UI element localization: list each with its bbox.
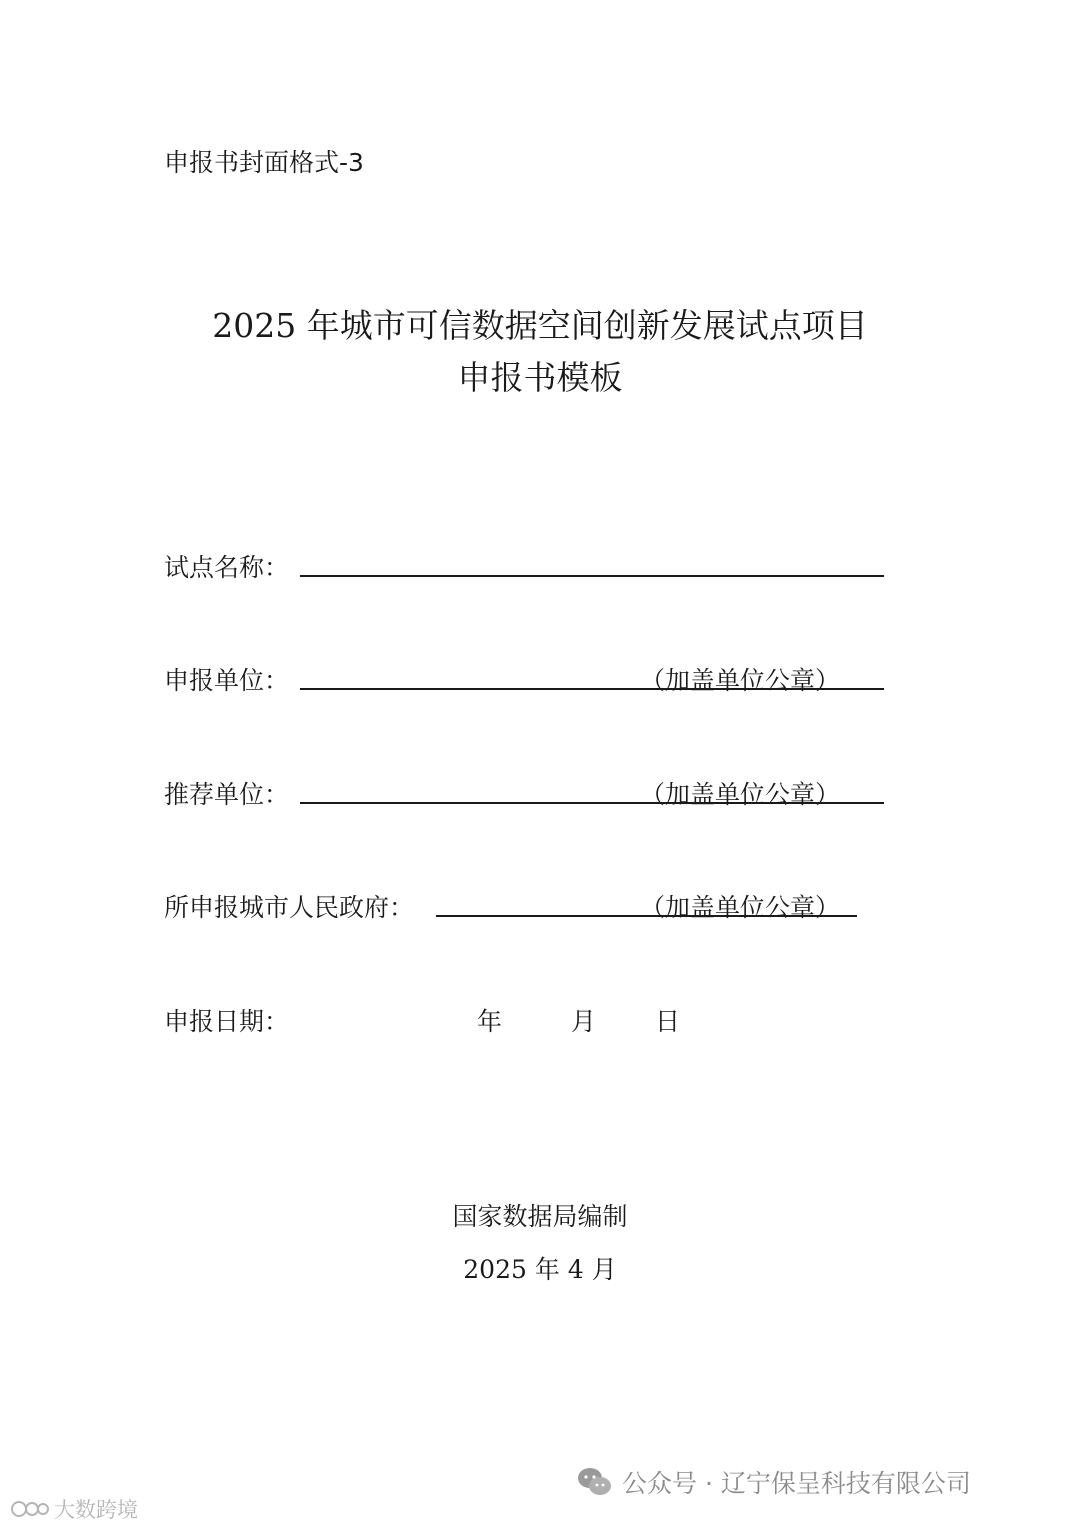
brand-logo-icon [10, 1498, 50, 1520]
issue-date [0, 1250, 1080, 1286]
date-month-unit: 月 [571, 1007, 597, 1036]
field-label-applicant: 申报单位： [164, 666, 290, 695]
pilot-name-line[interactable] [300, 575, 884, 577]
title-text: 年城市可信数据空间创新发展试点项目 [306, 306, 868, 345]
date-day-unit: 日 [655, 1007, 681, 1036]
date-year-unit: 年 [477, 1007, 503, 1036]
document-title-line2: 申报书模板 [457, 358, 623, 397]
watermark-wechat [576, 1464, 971, 1500]
field-label-city-government: 所申报城市人民政府： [164, 893, 415, 922]
issue-date-year: 2025 [463, 1255, 527, 1284]
title-year: 2025 [212, 306, 297, 345]
issue-date-month: 4 [567, 1255, 584, 1284]
applicant-seal-note: （加盖单位公章） [640, 666, 841, 695]
document-title-line1 [0, 306, 1080, 346]
issue-date-month-unit: 月 [591, 1255, 617, 1284]
city-government-seal-note: （加盖单位公章） [640, 893, 841, 922]
issue-date-year-unit: 年 [534, 1255, 560, 1284]
watermark-brand-text: 大数跨境 [54, 1498, 138, 1522]
watermark-wechat-text: 公众号 · 辽宁保呈科技有限公司 [622, 1469, 971, 1498]
format-label: 申报书封面格式-3 [164, 148, 364, 177]
wechat-icon [576, 1466, 612, 1498]
field-label-recommender: 推荐单位： [164, 780, 290, 809]
issuer: 国家数据局编制 [452, 1202, 628, 1231]
field-label-pilot-name: 试点名称： [164, 553, 290, 582]
watermark-brand [10, 1494, 138, 1524]
field-label-date: 申报日期： [164, 1007, 290, 1036]
recommender-seal-note: （加盖单位公章） [640, 780, 841, 809]
